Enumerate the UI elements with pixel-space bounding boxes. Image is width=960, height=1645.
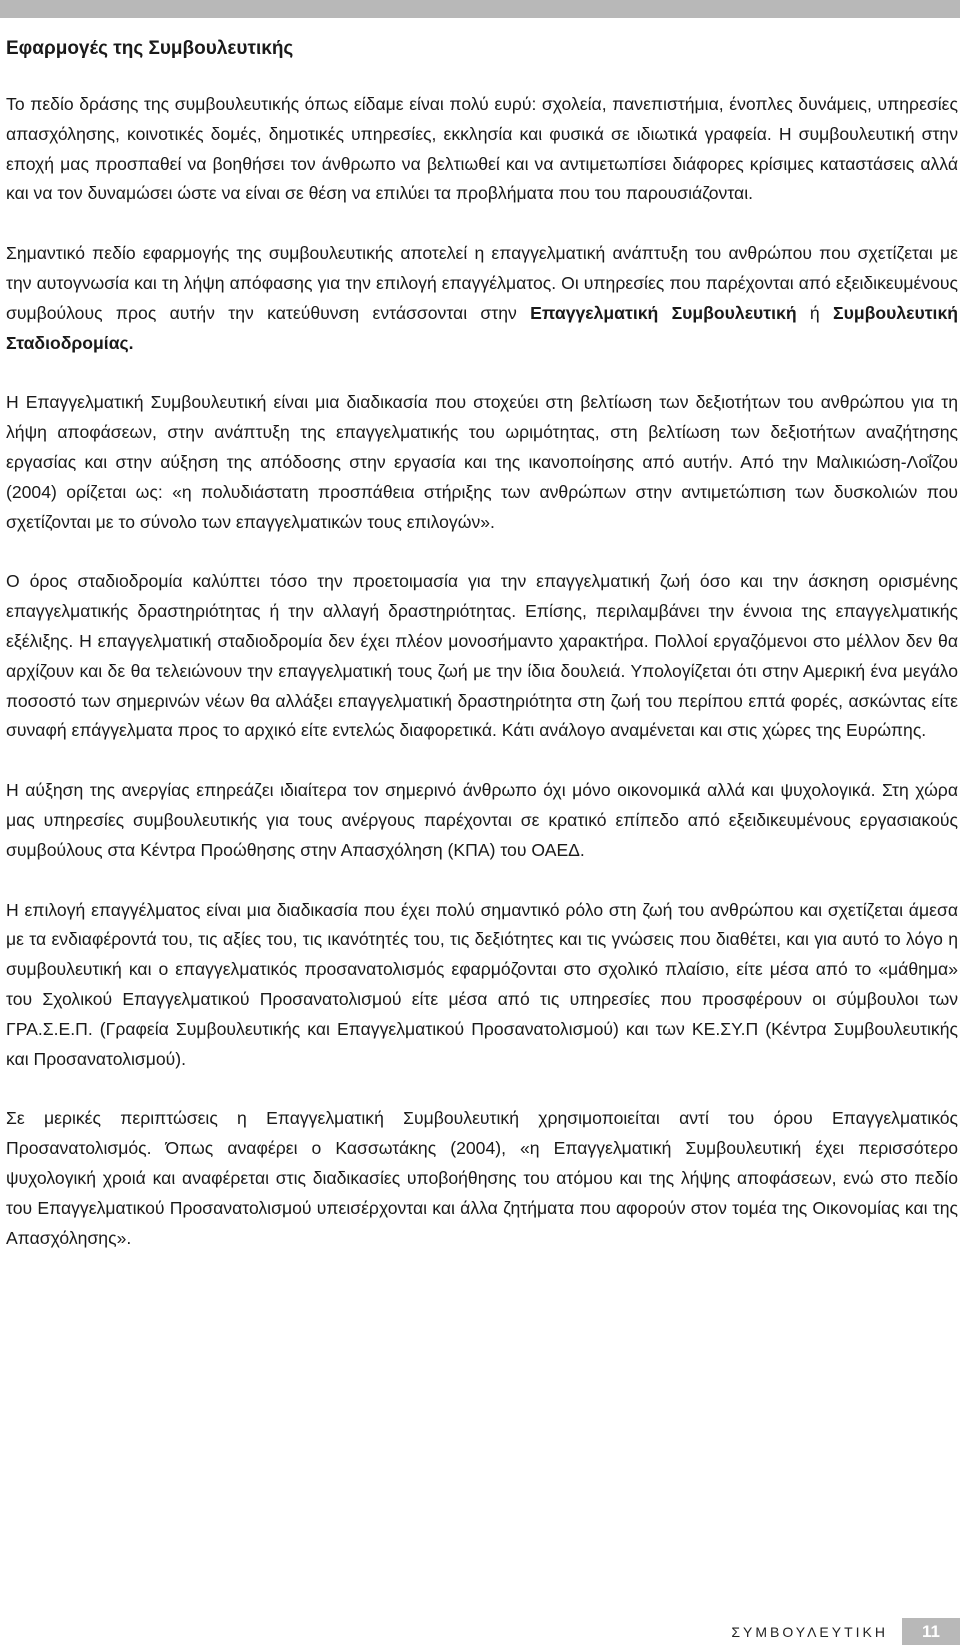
paragraph-4: Ο όρος σταδιοδρομία καλύπτει τόσο την προετοιμασία για την επαγγελματική ζωή όσο και την άσκηση ορισμένης επαγγελματικής δραστηριότητας ή την αλλαγή δραστηριότητας. Επίσης, περιλαμβάνει την έννοια της επαγγελματικής εξέλιξης. Η επαγγελματική σταδιοδρομία δεν έχει πλέον μονοσήμαντο χαρακτήρα. Πολλοί εργαζόμενοι στο μέλλον δεν θα αρχίζουν και δε θα τελειώνουν την επαγγελματική τους ζωή με την ίδια δουλειά. Υπολογίζεται ότι στην Αμερική ένα μεγάλο ποσοστό των σημερινών νέων θα αλλάξει επαγγελματική δραστηριότητα στη ζωή του περίπου επτά φορές, ασκώντας είτε συναφή επάγγελματα προς το αρχικό είτε εντελώς διαφορετικά. Κάτι ανάλογο αναμένεται και στις χώρες της Ευρώπης. [6, 571, 958, 741]
paragraph-2-bold-a: Επαγγελματική Συμβουλευτική [530, 302, 797, 323]
paragraph-2 [6, 239, 958, 358]
footer-label: ΣΥΜΒΟΥΛΕΥΤΙΚΗ [731, 1623, 888, 1640]
section-title: Εφαρμογές της Συμβουλευτικής [6, 38, 294, 59]
paragraph-2-text-a: Σημαντικό πεδίο εφαρμογής της συμβουλευτικής αποτελεί η επαγγελματική ανάπτυξη του ανθρώπου που σχετίζεται με την αυτογνωσία και τη λήψη απόφασης για την επιλογή επαγγέλματος. Οι υπηρεσίες που παρέχονται από εξειδικευμένους συμβούλους προς αυτήν την κατεύθυνση εντάσσονται στην [6, 243, 958, 323]
paragraph-5: Η αύξηση της ανεργίας επηρεάζει ιδιαίτερα τον σημερινό άνθρωπο όχι μόνο οικονομικά αλλά και ψυχολογικά. Στη χώρα μας υπηρεσίες συμβουλευτικής για τους ανέργους παρέχονται σε κρατικό επίπεδο από εξειδικευμένους εργασιακούς συμβούλους στα Κέντρα Προώθησης στην Απασχόληση (ΚΠΑ) του ΟΑΕΔ. [6, 780, 958, 860]
paragraph-1: Το πεδίο δράσης της συμβουλευτικής όπως είδαμε είναι πολύ ευρύ: σχολεία, πανεπιστήμια, ένοπλες δυνάμεις, υπηρεσίες απασχόλησης, κοινοτικές δομές, δημοτικές υπηρεσίες, εκκλησία και φυσικά σε ιδιωτικά γραφεία. Η συμβουλευτική στην εποχή μας προσπαθεί να βοηθήσει τον άνθρωπο να βελτιωθεί και να αντιμετωπίσει διάφορες κρίσιμες καταστάσεις αλλά και να τον δυναμώσει ώστε να είναι σε θέση να επιλύει τα προβλήματα που του παρουσιάζονται. [6, 94, 958, 204]
header-bar [0, 0, 960, 18]
paragraph-7: Σε μερικές περιπτώσεις η Επαγγελματική Συμβουλευτική χρησιμοποιείται αντί του όρου Επαγγελματικός Προσανατολισμός. Όπως αναφέρει ο Κασσωτάκης (2004), «η Επαγγελματική Συμβουλευτική έχει περισσότερο ψυχολογική χροιά και αναφέρεται στις διαδικασίες υποβοήθησης του ατόμου και της λήψης αποφάσεων, ενώ στο πεδίο του Επαγγελματικού Προσανατολισμού υπεισέρχονται και άλλα ζητήματα που αφορούν στον τομέα της Οικονομίας και της Απασχόλησης». [6, 1108, 958, 1248]
paragraph-3: Η Επαγγελματική Συμβουλευτική είναι μια διαδικασία που στοχεύει στη βελτίωση των δεξιοτήτων του ανθρώπου για τη λήψη αποφάσεων, στην ανάπτυξη της επαγγελματικής του ωριμότητας, στη βελτίωση των δεξιοτήτων αναζήτησης εργασίας και στην αύξηση της απόδοσης στην εργασία και της ικανοποίησης από αυτήν. Από την Μαλικιώση-Λοΐζου (2004) ορίζεται ως: «η πολυδιάστατη προσπάθεια στήριξης των ανθρώπων στην αντιμετώπιση των δυσκολιών που σχετίζονται με το σύνολο των επαγγελματικών τους επιλογών». [6, 392, 958, 532]
paragraph-2-bold-b: Συμβουλευτική Σταδιοδρομίας. [6, 302, 959, 353]
page-footer [731, 1618, 960, 1645]
page-content [6, 36, 958, 1283]
page-number: 11 [902, 1618, 960, 1645]
paragraph-2-text-b: ή [796, 302, 834, 323]
paragraph-6: Η επιλογή επαγγέλματος είναι μια διαδικασία που έχει πολύ σημαντικό ρόλο στη ζωή του ανθρώπου και σχετίζεται άμεσα με τα ενδιαφέροντά του, τις αξίες του, τις ικανότητές του, τις δεξιότητες και τις γνώσεις που διαθέτει, και για αυτό το λόγο η συμβουλευτική και ο επαγγελματικός προσανατολισμός εφαρμόζονται στο σχολικό πλαίσιο, είτε μέσα από το «μάθημα» του Σχολικού Επαγγελματικού Προσανατολισμού είτε μέσα από τις υπηρεσίες που προσφέρουν οι σύμβουλοι των ΓΡΑ.Σ.Ε.Π. (Γραφεία Συμβουλευτικής και Επαγγελματικού Προσανατολισμού) και των ΚΕ.ΣΥ.Π (Κέντρα Συμβουλευτικής και Προσανατολισμού). [6, 899, 958, 1069]
